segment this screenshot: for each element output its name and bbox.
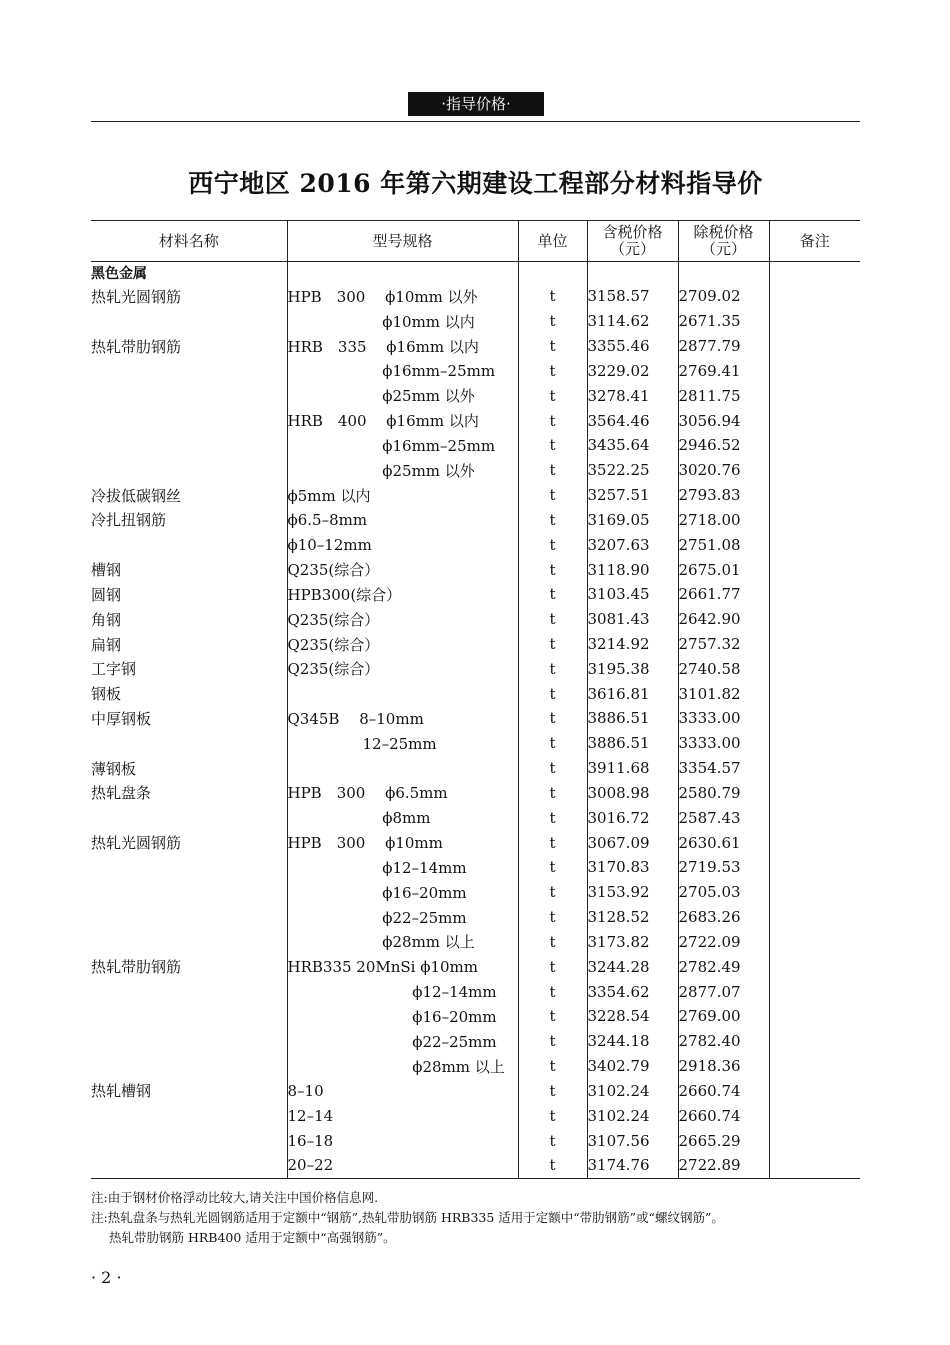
cell-spec: 16–18 [287, 1128, 518, 1153]
cell-spec: ϕ25mm 以外 [287, 383, 518, 408]
cell-name [91, 855, 287, 880]
page-title: 西宁地区 2016 年第六期建设工程部分材料指导价 [188, 169, 763, 198]
cell-spec: ϕ16mm–25mm [287, 358, 518, 383]
cell-tax-in: 3103.45 [587, 582, 678, 607]
cell-spec: ϕ22–25mm [287, 905, 518, 930]
col-header-tax-ex-line1: 除税价格 [693, 223, 754, 241]
cell-tax-ex: 2587.43 [678, 805, 769, 830]
cell-name: 中厚钢板 [91, 709, 152, 728]
cell-unit: t [518, 1128, 587, 1153]
cell-tax-in: 3153.92 [587, 880, 678, 905]
cell-tax-in: 3886.51 [587, 731, 678, 756]
cell-spec: 12–14 [287, 1103, 518, 1128]
cell-unit: t [518, 930, 587, 955]
cell-tax-ex: 3020.76 [678, 458, 769, 483]
cell-unit: t [518, 532, 587, 557]
cell-tax-ex: 2671.35 [678, 309, 769, 334]
cell-tax-ex: 2740.58 [678, 656, 769, 681]
cell-spec: Q235(综合） [287, 557, 518, 582]
table-row [91, 607, 860, 632]
table-row [91, 830, 860, 855]
table-row [91, 433, 860, 458]
cell-unit: t [518, 1153, 587, 1178]
cell-name: 圆钢 [91, 585, 122, 604]
cell-remark [769, 781, 860, 806]
cell-unit: t [518, 557, 587, 582]
table-header-row [91, 221, 860, 262]
cell-tax-ex: 2811.75 [678, 383, 769, 408]
cell-name: 薄钢板 [91, 759, 137, 778]
table-row [91, 954, 860, 979]
cell-tax-ex: 2946.52 [678, 433, 769, 458]
table-row [91, 1103, 860, 1128]
cell-name [91, 1054, 287, 1079]
col-header-tax-ex-line2: （元） [700, 240, 746, 258]
cell-tax-in: 3158.57 [587, 284, 678, 309]
cell-unit: t [518, 309, 587, 334]
cell-tax-in: 3522.25 [587, 458, 678, 483]
cell-name: 热轧带肋钢筋 [91, 337, 182, 356]
cell-tax-in: 3257.51 [587, 483, 678, 508]
cell-spec: HRB335 20MnSi ϕ10mm [287, 954, 518, 979]
cell-name: 角钢 [91, 610, 122, 629]
cell-name: 热轧光圆钢筋 [91, 287, 182, 306]
cell-unit: t [518, 1103, 587, 1128]
cell-spec: Q345B 8–10mm [287, 706, 518, 731]
cell-tax-in: 3102.24 [587, 1103, 678, 1128]
col-header-tax-in [587, 221, 678, 262]
cell-unit: t [518, 632, 587, 657]
cell-unit: t [518, 408, 587, 433]
footnote-1: 注:由于钢材价格浮动比较大,请关注中国价格信息网. [91, 1190, 379, 1205]
cell-spec: HPB 300 ϕ10mm 以外 [287, 284, 518, 309]
cell-name [91, 1004, 287, 1029]
cell-unit: t [518, 830, 587, 855]
cell-unit: t [518, 358, 587, 383]
cell-name: 槽钢 [91, 561, 122, 580]
cell-tax-ex: 2769.41 [678, 358, 769, 383]
cell-remark [769, 284, 860, 309]
cell-name [91, 880, 287, 905]
cell-tax-in: 3173.82 [587, 930, 678, 955]
cell-tax-in: 3016.72 [587, 805, 678, 830]
table-row [91, 632, 860, 657]
cell-tax-in: 3616.81 [587, 681, 678, 706]
table-row [91, 458, 860, 483]
cell-unit: t [518, 756, 587, 781]
cell-unit: t [518, 855, 587, 880]
cell-spec: 12–25mm [287, 731, 518, 756]
table-row [91, 582, 860, 607]
cell-remark [769, 557, 860, 582]
cell-unit: t [518, 706, 587, 731]
cell-unit: t [518, 458, 587, 483]
cell-remark [769, 632, 860, 657]
table-row [91, 905, 860, 930]
cell-spec: ϕ6.5–8mm [287, 507, 518, 532]
cell-remark [769, 905, 860, 930]
cell-remark [769, 1054, 860, 1079]
table-row [91, 805, 860, 830]
col-header-remark: 备注 [769, 221, 860, 262]
cell-name: 冷拔低碳钢丝 [91, 486, 182, 505]
col-header-spec: 型号规格 [287, 221, 518, 262]
table-row [91, 1079, 860, 1104]
cell-name [91, 805, 287, 830]
cell-tax-ex: 2705.03 [678, 880, 769, 905]
cell-name [91, 1029, 287, 1054]
cell-spec: ϕ12–14mm [287, 855, 518, 880]
cell-name: 热轧盘条 [91, 784, 152, 803]
table-row [91, 383, 860, 408]
cell-unit: t [518, 805, 587, 830]
cell-spec: 8–10 [287, 1079, 518, 1104]
table-row [91, 781, 860, 806]
category-row [91, 262, 860, 285]
cell-unit: t [518, 905, 587, 930]
cell-tax-ex: 2722.09 [678, 930, 769, 955]
cell-remark [769, 532, 860, 557]
cell-tax-ex: 2642.90 [678, 607, 769, 632]
cell-tax-in: 3244.28 [587, 954, 678, 979]
table-row [91, 334, 860, 359]
cell-tax-ex: 2709.02 [678, 284, 769, 309]
cell-name [91, 383, 287, 408]
cell-unit: t [518, 1079, 587, 1104]
cell-tax-in: 3174.76 [587, 1153, 678, 1178]
cell-spec [287, 756, 518, 781]
cell-tax-in: 3564.46 [587, 408, 678, 433]
cell-unit: t [518, 582, 587, 607]
table-row [91, 930, 860, 955]
cell-tax-in: 3067.09 [587, 830, 678, 855]
cell-remark [769, 830, 860, 855]
section-tag: ·指导价格· [408, 92, 544, 116]
col-header-tax-in-line2: （元） [609, 240, 655, 258]
cell-tax-ex: 2661.77 [678, 582, 769, 607]
cell-name [91, 532, 287, 557]
table-row [91, 284, 860, 309]
cell-tax-ex: 2769.00 [678, 1004, 769, 1029]
cell-remark [769, 507, 860, 532]
cell-tax-in: 3214.92 [587, 632, 678, 657]
table-row [91, 532, 860, 557]
category-label: 黑色金属 [91, 266, 147, 282]
table-row [91, 1128, 860, 1153]
table-row [91, 309, 860, 334]
cell-tax-in: 3128.52 [587, 905, 678, 930]
cell-tax-ex: 2580.79 [678, 781, 769, 806]
cell-remark [769, 1079, 860, 1104]
cell-spec: Q235(综合） [287, 656, 518, 681]
cell-name [91, 1128, 287, 1153]
table-row [91, 1029, 860, 1054]
cell-unit: t [518, 334, 587, 359]
cell-remark [769, 805, 860, 830]
cell-spec: ϕ5mm 以内 [287, 483, 518, 508]
cell-spec: ϕ16–20mm [287, 880, 518, 905]
cell-name: 热轧光圆钢筋 [91, 834, 182, 853]
cell-unit: t [518, 781, 587, 806]
table-row [91, 1054, 860, 1079]
cell-unit: t [518, 1029, 587, 1054]
col-header-name: 材料名称 [91, 221, 287, 262]
cell-unit: t [518, 731, 587, 756]
cell-name: 钢板 [91, 685, 122, 704]
cell-spec: Q235(综合） [287, 607, 518, 632]
cell-tax-in: 3169.05 [587, 507, 678, 532]
cell-tax-in: 3207.63 [587, 532, 678, 557]
cell-unit: t [518, 954, 587, 979]
table-row [91, 880, 860, 905]
cell-spec: ϕ16–20mm [287, 1004, 518, 1029]
cell-remark [769, 979, 860, 1004]
cell-tax-in: 3354.62 [587, 979, 678, 1004]
cell-tax-ex: 2722.89 [678, 1153, 769, 1178]
cell-tax-in: 3008.98 [587, 781, 678, 806]
cell-tax-ex: 2793.83 [678, 483, 769, 508]
cell-remark [769, 1128, 860, 1153]
cell-tax-in: 3402.79 [587, 1054, 678, 1079]
cell-remark [769, 483, 860, 508]
cell-remark [769, 358, 860, 383]
cell-tax-ex: 2683.26 [678, 905, 769, 930]
footnote-2-continued: 热轧带肋钢筋 HRB400 适用于定额中“高强钢筋”。 [109, 1230, 396, 1245]
cell-spec: ϕ22–25mm [287, 1029, 518, 1054]
cell-tax-in: 3114.62 [587, 309, 678, 334]
cell-tax-in: 3195.38 [587, 656, 678, 681]
cell-remark [769, 756, 860, 781]
cell-remark [769, 1004, 860, 1029]
cell-unit: t [518, 607, 587, 632]
cell-name [91, 979, 287, 1004]
cell-tax-in: 3102.24 [587, 1079, 678, 1104]
cell-spec: HRB 400 ϕ16mm 以内 [287, 408, 518, 433]
page-number: · 2 · [91, 1268, 122, 1287]
table-row [91, 706, 860, 731]
cell-tax-ex: 3101.82 [678, 681, 769, 706]
cell-name [91, 433, 287, 458]
cell-unit: t [518, 1054, 587, 1079]
cell-remark [769, 1029, 860, 1054]
cell-unit: t [518, 383, 587, 408]
cell-spec: HPB 300 ϕ10mm [287, 830, 518, 855]
cell-unit: t [518, 656, 587, 681]
cell-tax-in: 3228.54 [587, 1004, 678, 1029]
cell-remark [769, 706, 860, 731]
cell-remark [769, 656, 860, 681]
cell-tax-ex: 2665.29 [678, 1128, 769, 1153]
cell-remark [769, 855, 860, 880]
cell-remark [769, 408, 860, 433]
cell-remark [769, 582, 860, 607]
table-row [91, 979, 860, 1004]
header-rule [91, 121, 860, 122]
table-row [91, 731, 860, 756]
cell-tax-ex: 2751.08 [678, 532, 769, 557]
cell-remark [769, 954, 860, 979]
cell-spec: ϕ28mm 以上 [287, 1054, 518, 1079]
table-row [91, 483, 860, 508]
cell-tax-ex: 2877.07 [678, 979, 769, 1004]
cell-name [91, 458, 287, 483]
cell-remark [769, 930, 860, 955]
cell-tax-ex: 2782.40 [678, 1029, 769, 1054]
cell-spec: ϕ28mm 以上 [287, 930, 518, 955]
cell-spec: ϕ12–14mm [287, 979, 518, 1004]
cell-remark [769, 334, 860, 359]
cell-remark [769, 383, 860, 408]
cell-name [91, 1103, 287, 1128]
cell-tax-in: 3118.90 [587, 557, 678, 582]
cell-name [91, 309, 287, 334]
table-row [91, 1153, 860, 1178]
cell-unit: t [518, 483, 587, 508]
cell-remark [769, 681, 860, 706]
cell-tax-in: 3911.68 [587, 756, 678, 781]
cell-remark [769, 309, 860, 334]
cell-spec: ϕ10–12mm [287, 532, 518, 557]
table-row [91, 557, 860, 582]
footnotes [91, 1188, 891, 1248]
cell-unit: t [518, 507, 587, 532]
cell-unit: t [518, 681, 587, 706]
cell-name: 工字钢 [91, 660, 137, 679]
cell-remark [769, 880, 860, 905]
col-header-unit: 单位 [518, 221, 587, 262]
cell-tax-in: 3355.46 [587, 334, 678, 359]
cell-unit: t [518, 1004, 587, 1029]
cell-name [91, 905, 287, 930]
cell-remark [769, 1103, 860, 1128]
cell-tax-ex: 3333.00 [678, 706, 769, 731]
cell-tax-ex: 2782.49 [678, 954, 769, 979]
cell-remark [769, 458, 860, 483]
cell-remark [769, 607, 860, 632]
cell-spec: ϕ8mm [287, 805, 518, 830]
cell-name: 扁钢 [91, 635, 122, 654]
cell-tax-in: 3435.64 [587, 433, 678, 458]
cell-tax-in: 3229.02 [587, 358, 678, 383]
table-row [91, 756, 860, 781]
cell-tax-ex: 3354.57 [678, 756, 769, 781]
cell-spec: HPB300(综合） [287, 582, 518, 607]
cell-spec: HRB 335 ϕ16mm 以内 [287, 334, 518, 359]
cell-tax-ex: 2757.32 [678, 632, 769, 657]
cell-name [91, 930, 287, 955]
cell-remark [769, 731, 860, 756]
cell-name: 热轧带肋钢筋 [91, 958, 182, 977]
cell-tax-ex: 2719.53 [678, 855, 769, 880]
cell-tax-ex: 2877.79 [678, 334, 769, 359]
cell-unit: t [518, 284, 587, 309]
cell-name: 冷扎扭钢筋 [91, 511, 167, 530]
cell-spec [287, 681, 518, 706]
price-table [91, 220, 860, 1179]
cell-tax-in: 3081.43 [587, 607, 678, 632]
cell-tax-ex: 3056.94 [678, 408, 769, 433]
table-row [91, 1004, 860, 1029]
cell-unit: t [518, 979, 587, 1004]
cell-tax-in: 3278.41 [587, 383, 678, 408]
cell-tax-ex: 2718.00 [678, 507, 769, 532]
table-row [91, 507, 860, 532]
cell-unit: t [518, 433, 587, 458]
cell-remark [769, 1153, 860, 1178]
col-header-tax-ex [678, 221, 769, 262]
cell-remark [769, 433, 860, 458]
cell-tax-in: 3170.83 [587, 855, 678, 880]
cell-spec: Q235(综合） [287, 632, 518, 657]
cell-tax-ex: 2630.61 [678, 830, 769, 855]
table-row [91, 656, 860, 681]
cell-name [91, 408, 287, 433]
cell-tax-ex: 2675.01 [678, 557, 769, 582]
cell-name [91, 1153, 287, 1178]
col-header-tax-in-line1: 含税价格 [602, 223, 663, 241]
cell-tax-ex: 2918.36 [678, 1054, 769, 1079]
table-row [91, 408, 860, 433]
cell-tax-ex: 2660.74 [678, 1103, 769, 1128]
cell-spec: 20–22 [287, 1153, 518, 1178]
cell-tax-in: 3107.56 [587, 1128, 678, 1153]
cell-name [91, 358, 287, 383]
cell-spec: ϕ16mm–25mm [287, 433, 518, 458]
cell-tax-in: 3244.18 [587, 1029, 678, 1054]
cell-unit: t [518, 880, 587, 905]
cell-spec: HPB 300 ϕ6.5mm [287, 781, 518, 806]
cell-name [91, 731, 287, 756]
cell-spec: ϕ10mm 以内 [287, 309, 518, 334]
cell-tax-in: 3886.51 [587, 706, 678, 731]
cell-spec: ϕ25mm 以外 [287, 458, 518, 483]
footnote-2: 注:热轧盘条与热轧光圆钢筋适用于定额中“钢筋”,热轧带肋钢筋 HRB335 适用于定额中“带肋钢筋”或“螺纹钢筋”。 [91, 1210, 724, 1225]
table-row [91, 855, 860, 880]
cell-tax-ex: 3333.00 [678, 731, 769, 756]
table-row [91, 681, 860, 706]
cell-name: 热轧槽钢 [91, 1082, 152, 1101]
table-row [91, 358, 860, 383]
cell-tax-ex: 2660.74 [678, 1079, 769, 1104]
